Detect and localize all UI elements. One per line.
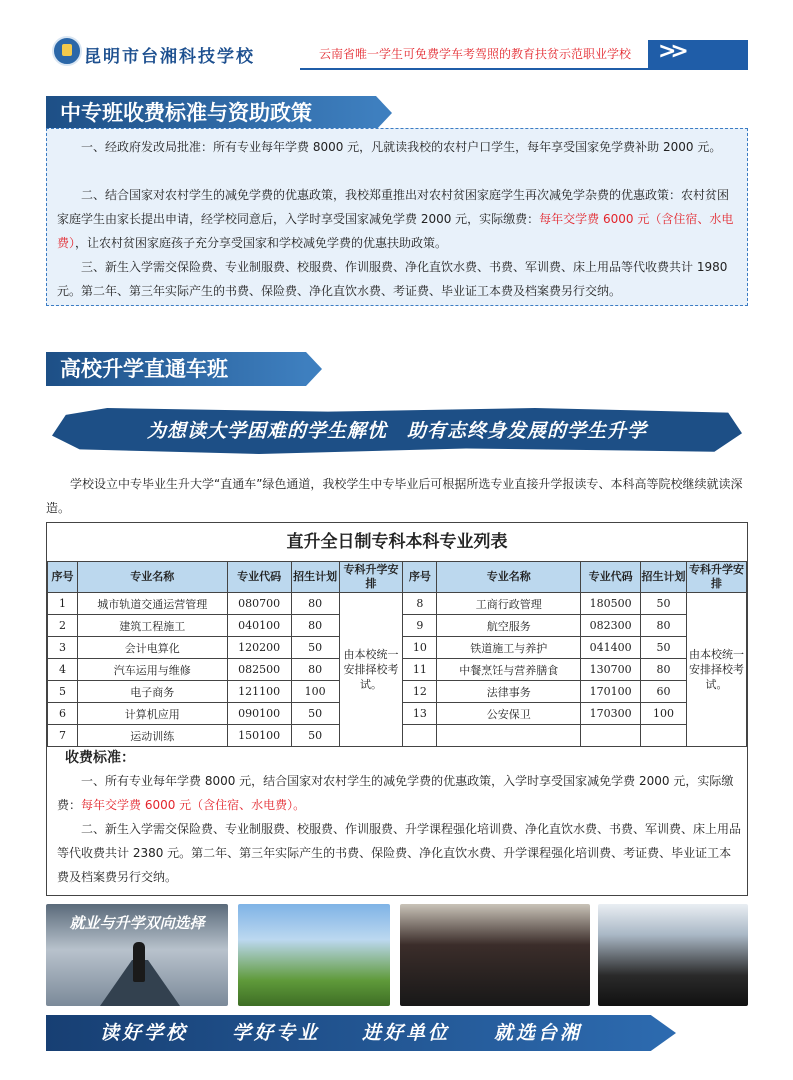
cell-plan: 60 [641,681,687,703]
policy-box [46,128,748,306]
cell-no: 6 [48,703,78,725]
header-plan: 招生计划 [641,562,687,593]
cell-plan: 80 [641,659,687,681]
cell-no: 5 [48,681,78,703]
policy-highlight: 每年交学费 6000 元（含住宿、水电费） [57,212,734,250]
cell-code: 082500 [227,659,291,681]
cell-no: 11 [403,659,437,681]
major-table-box [46,522,748,896]
cell-empty [581,725,641,747]
policy-paragraph-3: 三、新生入学需交保险费、专业制服费、校服费、作训服费、净化直饮水费、书费、军训费、床上用品等代收费共计 1980 元。第二年、第三年实际产生的书费、保险费、净化直饮水费、考证费、毕业证工本费及档案费另行交纳。 [57,260,728,298]
header-no: 序号 [403,562,437,593]
cell-plan: 50 [291,637,339,659]
section-banner-university [46,352,306,386]
cell-major: 城市轨道交通运营管理 [77,593,227,615]
cell-no: 3 [48,637,78,659]
header-arrangement: 专科升学安排 [339,562,403,593]
cell-code: 170100 [581,681,641,703]
brush-slogan: 为想读大学困难的学生解忧 助有志终身发展的学生升学 [146,420,647,442]
table-header-row [48,562,747,593]
cell-major: 电子商务 [77,681,227,703]
fee-paragraph-2: 二、新生入学需交保险费、专业制服费、校服费、作训服费、升学课程强化培训费、净化直饮水费、书费、军训费、床上用品等代收费共计 2380 元。第二年、第三年实际产生的书费、保险费、净化直饮水费、升学课程强化培训费、考证费、毕业证工本费及档案费另行交纳。 [57,822,742,884]
photo-graduates [400,904,590,1006]
cell-code: 180500 [581,593,641,615]
cell-major: 公安保卫 [437,703,581,725]
footer-slogan-2: 学好专业 [232,1022,321,1044]
cell-no: 7 [48,725,78,747]
cell-code: 090100 [227,703,291,725]
cell-major: 法律事务 [437,681,581,703]
cell-code: 040100 [227,615,291,637]
cell-plan: 80 [291,659,339,681]
cell-major: 铁道施工与养护 [437,637,581,659]
cell-plan: 100 [291,681,339,703]
cell-code: 041400 [581,637,641,659]
cell-no: 12 [403,681,437,703]
cell-empty [437,725,581,747]
footer-slogan-1: 读好学校 [100,1022,189,1044]
policy-paragraph-2 [57,183,739,255]
cell-no: 13 [403,703,437,725]
cell-code: 120200 [227,637,291,659]
double-chevron-icon: >> [658,39,683,64]
table-title: 直升全日制专科本科专业列表 [286,532,508,552]
cell-plan: 50 [641,593,687,615]
cell-plan: 50 [641,637,687,659]
cell-no: 8 [403,593,437,615]
cell-code: 082300 [581,615,641,637]
header-slogan: 云南省唯一学生可免费学车考驾照的教育扶贫示范职业学校 [318,47,631,61]
header-no: 序号 [48,562,78,593]
cell-no: 4 [48,659,78,681]
header-plan: 招生计划 [291,562,339,593]
header-major: 专业名称 [77,562,227,593]
cell-major: 中餐烹饪与营养膳食 [437,659,581,681]
cell-code: 080700 [227,593,291,615]
school-logo [52,36,82,66]
header-rule [300,68,748,70]
cell-code: 150100 [227,725,291,747]
cell-plan: 80 [641,615,687,637]
banner-tail [306,352,322,386]
cell-plan: 100 [641,703,687,725]
photo-caption: 就业与升学双向选择 [69,914,205,932]
photo-students [238,904,390,1006]
cell-no: 10 [403,637,437,659]
cell-major: 计算机应用 [77,703,227,725]
banner-tail [376,96,392,130]
policy-text: ，让农村贫困家庭孩子充分享受国家和学校减免学费的优惠扶助政策。 [75,236,448,250]
section-title-university: 高校升学直通车班 [60,357,228,381]
policy-paragraph-1: 一、经政府发改局批准：所有专业每年学费 8000 元，凡就读我校的农村户口学生，每年享受国家免学费补助 2000 元。 [81,140,722,154]
cell-no: 1 [48,593,78,615]
section-banner-fees [46,96,376,130]
cell-code: 121100 [227,681,291,703]
cell-plan: 80 [291,593,339,615]
cell-plan: 50 [291,725,339,747]
header-code: 专业代码 [581,562,641,593]
cell-code: 130700 [581,659,641,681]
page-margin [0,0,42,1080]
photo-graduation-caps [598,904,748,1006]
major-table [47,561,747,747]
university-intro: 学校设立中专毕业生升大学“直通车”绿色通道，我校学生中专毕业后可根据所选专业直接升学报读专、本科高等院校继续就读深造。 [46,477,743,515]
cell-major: 航空服务 [437,615,581,637]
policy-text: 二、结合国家对农村学生的减免学费的优惠政策，我校郑重推出对农村贫困家庭学生再次减免学杂费的优惠政策：农村贫困家庭学生由家长提出申请，经学校同意后，入学时享受国家减免学费 2000 元，实际缴费： [57,188,730,226]
cell-no: 2 [48,615,78,637]
logo-emblem [62,44,72,56]
header-arrangement: 专科升学安排 [687,562,747,593]
cell-no: 9 [403,615,437,637]
section-title-fees: 中专班收费标准与资助政策 [60,101,312,125]
footer-slogan-4: 就选台湘 [494,1022,583,1044]
fee-standard-title: 收费标准： [65,750,135,766]
school-name: 昆明市台湘科技学校 [84,47,255,67]
cell-major: 运动训练 [77,725,227,747]
cell-major: 会计电算化 [77,637,227,659]
cell-plan: 80 [291,615,339,637]
cell-major: 汽车运用与维修 [77,659,227,681]
fee-text: 一、所有专业每年学费 8000 元，结合国家对农村学生的减免学费的优惠政策，入学时享受国家减免学费 2000 元，实际缴费： [57,774,734,812]
cell-arrangement-right: 由本校统一安排择校考试。 [687,593,747,747]
cell-empty [641,725,687,747]
fee-highlight: 每年交学费 6000 元（含住宿、水电费）。 [81,798,306,812]
cell-major: 建筑工程施工 [77,615,227,637]
header-code: 专业代码 [227,562,291,593]
cell-code: 170300 [581,703,641,725]
header-major: 专业名称 [437,562,581,593]
fee-paragraph-1 [57,769,741,817]
cell-arrangement-left: 由本校统一安排择校考试。 [339,593,403,747]
table-row [48,593,747,615]
photo-person [133,942,145,982]
header-arrow-box [648,40,748,68]
cell-major: 工商行政管理 [437,593,581,615]
cell-plan: 50 [291,703,339,725]
cell-empty [403,725,437,747]
footer-slogan-3: 进好单位 [362,1022,451,1044]
